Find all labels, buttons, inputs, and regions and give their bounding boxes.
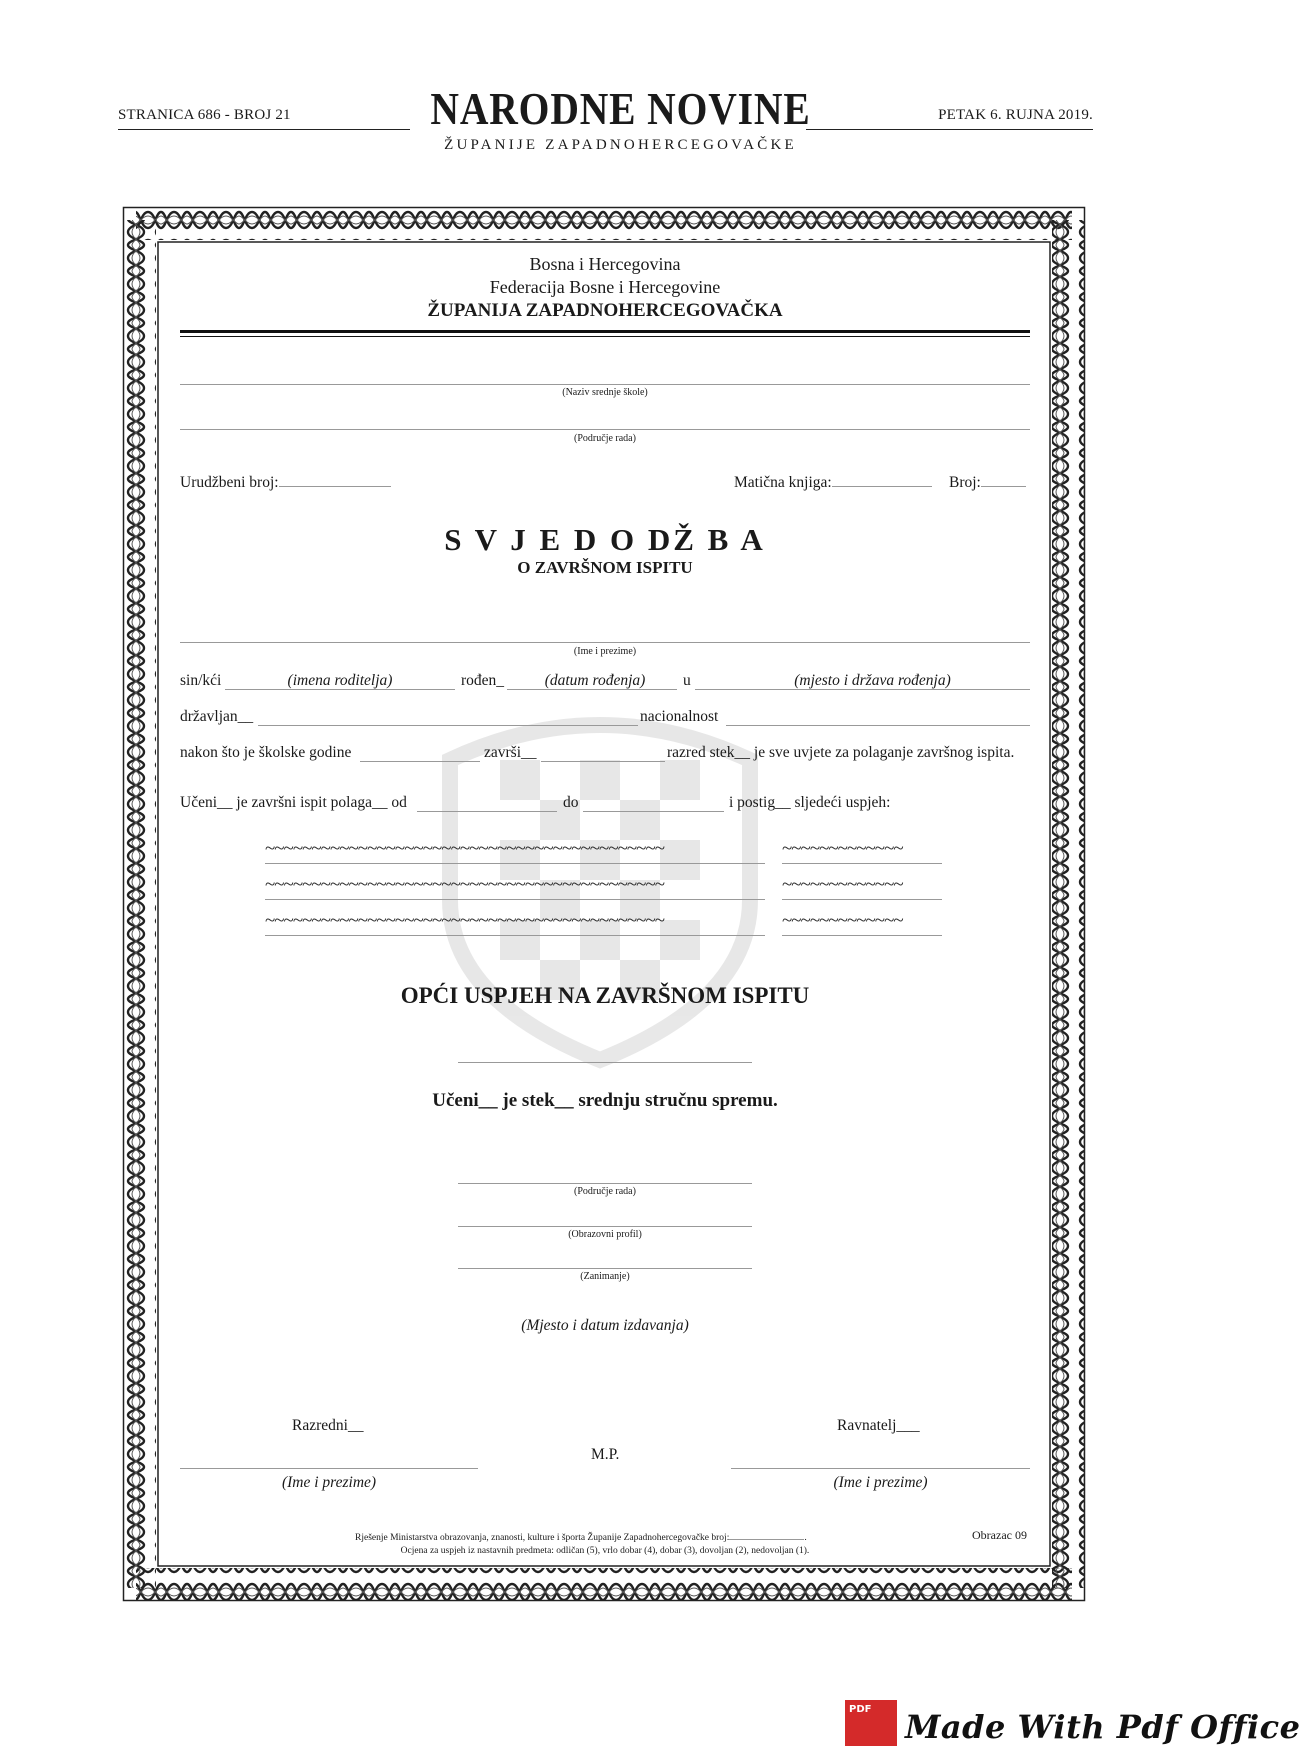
decision-number-field[interactable] [729, 1530, 804, 1540]
grade-line-1[interactable] [782, 863, 942, 864]
register-book-field[interactable] [832, 473, 932, 487]
school-year-line[interactable] [360, 761, 480, 762]
newspaper-title: NARODNE NOVINE [430, 83, 811, 134]
subject-line-1[interactable] [265, 863, 765, 864]
son-daughter-label: sin/kći [180, 672, 222, 689]
bottom-field-caption: (Područje rada) [574, 1186, 636, 1197]
subject-row-3: ~~~~~~~~~~~~~~~~~~~~~~~~~~~~~~~~~~~~~~~~~~~ [265, 910, 665, 931]
decision-note [355, 1530, 807, 1543]
grade-row-3: ~~~~~~~~~~~~~ [782, 910, 903, 931]
overall-result-title: OPĆI USPJEH NA ZAVRŠNOM ISPITU [400, 983, 810, 1008]
registry-number-field[interactable] [279, 473, 391, 487]
grade-line-3[interactable] [782, 935, 942, 936]
newspaper-subtitle: ŽUPANIJE ZAPADNOHERCEGOVAČKE [444, 137, 797, 153]
completed-label: završi__ [484, 744, 537, 761]
exam-from-line[interactable] [417, 811, 557, 812]
class-gained-text: razred stek__ je sve uvjete za polaganje završnog ispita. [667, 744, 1015, 761]
occupation-line[interactable] [458, 1268, 752, 1269]
subject-row-2: ~~~~~~~~~~~~~~~~~~~~~~~~~~~~~~~~~~~~~~~~~~~ [265, 874, 665, 895]
made-with-pdf-office-text: Made With Pdf Office [905, 1708, 1301, 1746]
field-of-work-caption: (Područje rada) [574, 433, 636, 444]
registry-number-label: Urudžbeni broj: [180, 474, 279, 491]
grade-line-2[interactable] [782, 899, 942, 900]
exam-passed-label: Učeni__ je završni ispit polaga__ od [180, 794, 407, 811]
to-label: do [563, 794, 579, 811]
subject-line-3[interactable] [265, 935, 765, 936]
decision-text: Rješenje Ministarstva obrazovanja, znanosti, kulture i športa Županije Zapadnohercegovačke broj: [355, 1533, 730, 1543]
qualification-sentence: Učeni__ je stek__ srednju stručnu spremu. [432, 1090, 778, 1111]
class-teacher-signature-line[interactable] [180, 1468, 478, 1469]
number-row [949, 473, 1026, 492]
page-info-right: PETAK 6. RUJNA 2019. [938, 107, 1093, 123]
header-double-rule-top [180, 330, 1030, 333]
school-name-caption: (Naziv srednje škole) [562, 387, 648, 398]
page-info-left: STRANICA 686 - BROJ 21 [118, 107, 291, 123]
county-name: ŽUPANIJA ZAPADNOHERCEGOVAČKA [427, 300, 783, 321]
principal-label: Ravnatelj___ [837, 1417, 920, 1434]
subject-line-2[interactable] [265, 899, 765, 900]
grade-row-1: ~~~~~~~~~~~~~ [782, 838, 903, 859]
nationality-line[interactable] [726, 725, 1030, 726]
occupation-caption: (Zanimanje) [580, 1271, 630, 1282]
class-teacher-name-caption: (Ime i prezime) [281, 1474, 377, 1491]
decision-end: . [804, 1533, 807, 1543]
full-name-line[interactable] [180, 642, 1030, 643]
birth-date-placeholder: (datum rođenja) [544, 672, 646, 689]
number-label: Broj: [949, 474, 981, 491]
pdf-office-logo [845, 1700, 897, 1746]
certificate-title: S V J E D O DŽ B A [444, 522, 766, 557]
completed-class-line[interactable] [541, 761, 665, 762]
overall-result-line[interactable] [458, 1062, 752, 1063]
subject-row-1: ~~~~~~~~~~~~~~~~~~~~~~~~~~~~~~~~~~~~~~~~~~~ [265, 838, 665, 859]
register-book-row [734, 473, 932, 492]
school-year-label: nakon što je školske godine [180, 744, 352, 761]
register-book-label: Matična knjiga: [734, 474, 832, 491]
full-name-caption: (Ime i prezime) [573, 646, 637, 657]
citizen-label: državljan__ [180, 708, 254, 725]
form-number: Obrazac 09 [972, 1528, 1027, 1542]
header-double-rule-bottom [180, 336, 1030, 337]
in-label: u [683, 672, 691, 689]
principal-signature-line[interactable] [731, 1468, 1030, 1469]
citizenship-line[interactable] [258, 725, 638, 726]
class-teacher-label: Razredni__ [292, 1417, 364, 1434]
birth-place-placeholder: (mjesto i država rođenja) [794, 672, 951, 689]
parents-names-placeholder: (imena roditelja) [287, 672, 393, 689]
header-rule-right [806, 129, 1093, 130]
born-label: rođen_ [461, 672, 505, 689]
grade-row-2: ~~~~~~~~~~~~~ [782, 874, 903, 895]
pdf-badge-text: PDF [849, 1704, 872, 1715]
number-field[interactable] [981, 473, 1026, 487]
nationality-label: nacionalnost [640, 708, 719, 725]
certificate-subtitle: O ZAVRŠNOM ISPITU [517, 558, 693, 577]
bottom-field-line[interactable] [458, 1183, 752, 1184]
grading-note: Ocjena za uspjeh iz nastavnih predmeta: odličan (5), vrlo dobar (4), dobar (3), dovoljan (2), nedovoljan (1). [400, 1546, 810, 1556]
school-name-line[interactable] [180, 384, 1030, 385]
stamp-label: M.P. [591, 1446, 620, 1463]
principal-name-caption: (Ime i prezime) [833, 1474, 928, 1491]
field-of-work-line[interactable] [180, 429, 1030, 430]
federation-name: Federacija Bosne i Hercegovine [489, 277, 721, 297]
exam-to-line[interactable] [583, 811, 724, 812]
educational-profile-caption: (Obrazovni profil) [568, 1229, 642, 1240]
educational-profile-line[interactable] [458, 1226, 752, 1227]
achieved-label: i postig__ sljedeći uspjeh: [729, 794, 891, 811]
place-date-placeholder: (Mjesto i datum izdavanja) [521, 1317, 689, 1334]
registry-number-row [180, 473, 391, 492]
country-name: Bosna i Hercegovina [529, 254, 681, 274]
